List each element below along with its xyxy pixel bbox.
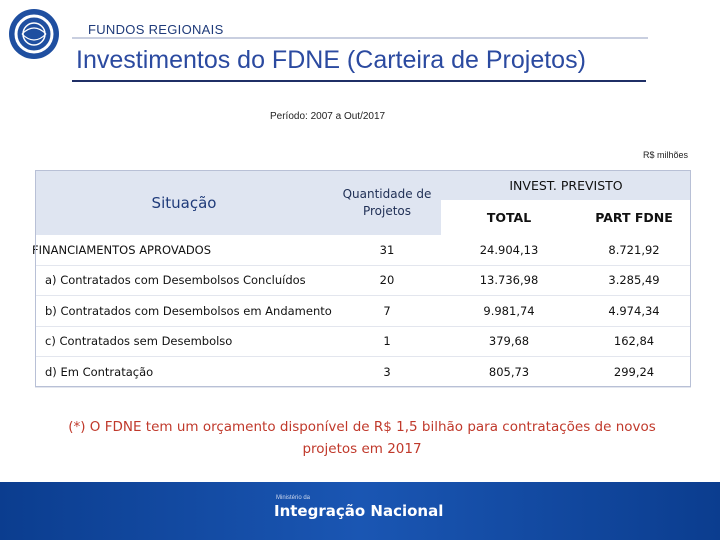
header-quantidade: Quantidade de Projetos — [333, 170, 441, 235]
table-row — [35, 357, 691, 388]
row-part-fdne: 8.721,92 — [577, 235, 691, 265]
footer-ministry-label: Ministério da — [276, 495, 311, 501]
page-title: Investimentos do FDNE (Carteira de Projetos) — [76, 46, 586, 74]
row-quantidade: 7 — [333, 296, 441, 327]
header-invest-previsto: INVEST. PREVISTO — [441, 170, 691, 200]
table-row — [35, 296, 691, 327]
row-label: FINANCIAMENTOS APROVADOS — [32, 235, 330, 265]
budget-note-line1: (*) O FDNE tem um orçamento disponível de R$ 1,5 bilhão para contratações de novos — [68, 419, 656, 435]
row-part-fdne: 4.974,34 — [577, 296, 691, 327]
row-quantidade: 31 — [333, 235, 441, 265]
row-quantidade: 3 — [333, 357, 441, 388]
row-part-fdne: 162,84 — [577, 326, 691, 357]
row-quantidade: 20 — [333, 265, 441, 296]
header-situacao: Situação — [35, 170, 333, 235]
footer-brand: Integração Nacional — [274, 502, 444, 520]
row-total: 24.904,13 — [441, 235, 577, 265]
row-part-fdne: 299,24 — [577, 357, 691, 388]
header-total: TOTAL — [441, 200, 577, 235]
row-label: c) Contratados sem Desembolso — [35, 326, 333, 357]
period-label: Período: 2007 a Out/2017 — [270, 111, 386, 122]
row-label: d) Em Contratação — [35, 357, 333, 388]
row-part-fdne: 3.285,49 — [577, 265, 691, 296]
investment-table — [32, 170, 691, 388]
unit-label: R$ milhões — [642, 150, 688, 160]
header-part-fdne: PART FDNE — [577, 200, 691, 235]
table-row — [35, 326, 691, 357]
table-row — [35, 265, 691, 296]
row-total: 805,73 — [441, 357, 577, 388]
title-divider-top — [72, 37, 648, 39]
circular-emblem-icon — [8, 8, 60, 60]
table-row — [35, 235, 691, 265]
row-total: 9.981,74 — [441, 296, 577, 327]
row-quantidade: 1 — [333, 326, 441, 357]
title-divider-bottom — [72, 80, 646, 82]
budget-note — [30, 416, 694, 460]
row-label: b) Contratados com Desembolsos em Andamento — [35, 296, 333, 327]
budget-note-line2: projetos em 2017 — [302, 441, 422, 457]
section-label: FUNDOS REGIONAIS — [88, 22, 224, 37]
row-total: 13.736,98 — [441, 265, 577, 296]
row-total: 379,68 — [441, 326, 577, 357]
row-label: a) Contratados com Desembolsos Concluídos — [35, 265, 333, 296]
